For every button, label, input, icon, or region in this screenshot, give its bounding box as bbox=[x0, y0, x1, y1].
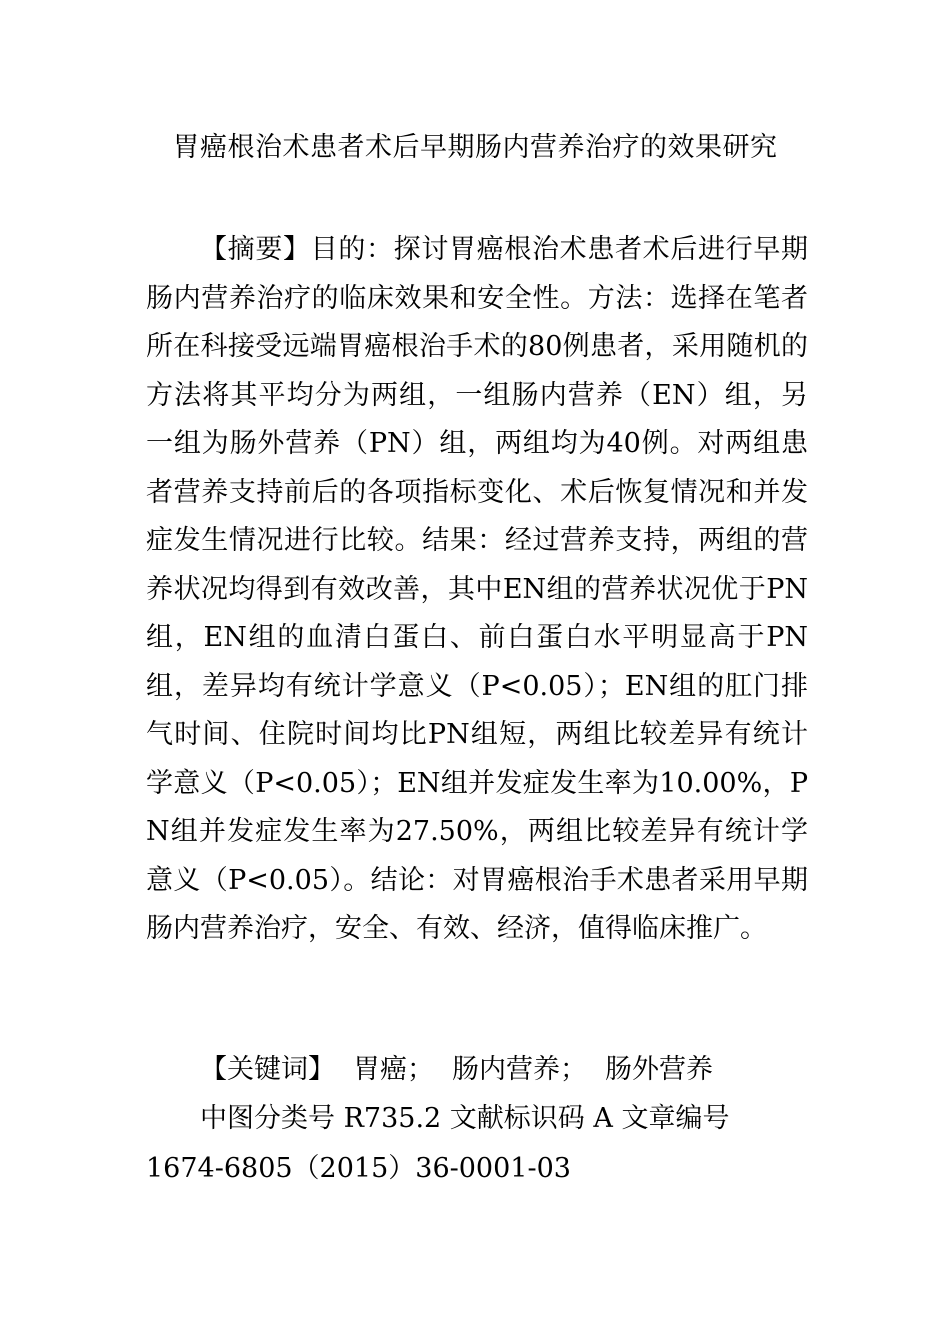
classification-info: 中图分类号 R735.2 文献标识码 A 文章编号 1674-6805（2015）36-0001-03 bbox=[146, 1103, 730, 1184]
keywords-label: 【关键词】 bbox=[200, 1054, 335, 1085]
keyword-item: 肠外营养 bbox=[605, 1054, 713, 1085]
keyword-item: 胃癌； bbox=[353, 1054, 434, 1085]
abstract-paragraph: 【摘要】目的：探讨胃癌根治术患者术后进行早期肠内营养治疗的临床效果和安全性。方法：选择在笔者所在科接受远端胃癌根治手术的80例患者，采用随机的方法将其平均分为两组，一组肠内营养（EN）组，另一组为肠外营养（PN）组，两组均为40例。对两组患者营养支持前后的各项指标变化、术后恢复情况和并发症发生情况进行比较。结果：经过营养支持，两组的营养状况均得到有效改善，其中EN组的营养状况优于PN组，EN组的血清白蛋白、前白蛋白水平明显高于PN组，差异均有统计学意义（P<0.05）；EN组的肛门排气时间、住院时间均比PN组短，两组比较差异有统计学意义（P<0.05）；EN组并发症发生率为10.00%，PN组并发症发生率为27.50%，两组比较差异有统计学意义（P<0.05）。结论：对胃癌根治手术患者采用早期肠内营养治疗，安全、有效、经济，值得临床推广。 bbox=[146, 234, 808, 944]
keywords-line bbox=[146, 1046, 808, 1094]
keyword-item: 肠内营养； bbox=[452, 1054, 587, 1085]
document-title: 胃癌根治术患者术后早期肠内营养治疗的效果研究 bbox=[172, 132, 778, 163]
